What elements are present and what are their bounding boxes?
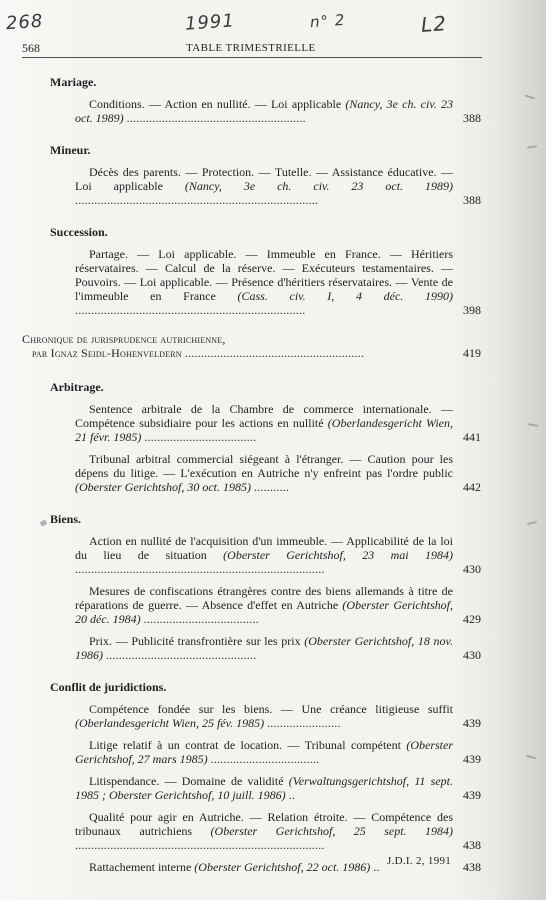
page-number: 568 [22, 41, 40, 55]
entry-description: Mesures de confiscations étrangères contre des biens allemands à titre de réparations de guerre. — Absence d'effet en Autriche [75, 584, 453, 612]
toc-entry [22, 402, 481, 444]
entry-text [75, 584, 453, 626]
toc-entry [22, 774, 481, 802]
chronique-page-number: 419 [463, 346, 481, 360]
dot-leader: ........................................................ [184, 346, 365, 360]
toc-entry [22, 584, 481, 626]
entry-description: Tribunal arbitral commercial siégeant à l'étranger. — Caution pour les dépens du litige. — L'exécution en Autriche n'y enfreint pas l'ordre public [75, 452, 453, 480]
entry-description: Action en nullité de l'acquisition d'un immeuble. — Applicabilité de la loi du lieu de situation [75, 534, 453, 562]
entry-description: Partage. — Loi applicable. — Immeuble en France. — Héritiers réservataires. — Calcul de la réserve. — Exécuteurs testamentaires. — Pouvoirs. — Loi applicable. — Présence d'héritiers réservataires. — Vente de l'immeuble en France [75, 247, 453, 303]
entry-text [75, 452, 453, 494]
entry-description: Conditions. — Action en nullité. — Loi applicable [89, 97, 346, 111]
section-heading: Biens. [50, 512, 82, 526]
dot-leader: ....................... [267, 716, 341, 730]
section-heading: Arbitrage. [50, 380, 104, 394]
entry-text [75, 738, 453, 766]
entry-description: Rattachement interne [89, 860, 195, 874]
scan-mark [527, 521, 537, 525]
toc-entry [22, 534, 481, 576]
dot-leader: ........... [253, 480, 290, 494]
entry-citation: (Oberster Gerichtshof, 22 oct. 1986) [194, 860, 371, 874]
entry-page-number: 388 [463, 111, 481, 125]
entry-description: Litige relatif à un contrat de location. — Tribunal compétent [89, 738, 407, 752]
entry-description: Compétence fondée sur les biens. — Une créance litigieuse suffit [89, 702, 453, 716]
section-arbitrage [22, 380, 481, 494]
chronique-heading [22, 332, 481, 360]
entry-citation: (Oberlandesgericht Wien, 21 févr. 1985) [75, 416, 453, 444]
entry-text [75, 702, 453, 730]
entry-citation: (Oberlandesgericht Wien, 25 fév. 1985) [75, 716, 265, 730]
scan-mark [528, 423, 538, 427]
section-succession [22, 225, 481, 317]
chronique-title: Chronique de jurisprudence autrichienne, [22, 332, 226, 346]
entry-citation: (Oberster Gerichtshof, 23 mai 1984) [223, 548, 453, 562]
dot-leader: .. [373, 860, 380, 874]
entry-citation: (Nancy, 3e ch. civ. 23 oct. 1989) [75, 97, 453, 125]
entry-text [75, 247, 453, 317]
entry-page-number: 438 [463, 860, 481, 874]
dot-leader: .............................................................................. [75, 838, 325, 852]
handwritten-issue-number: n° 2 [309, 10, 346, 32]
dot-leader: ........................................................ [126, 111, 306, 125]
entry-page-number: 438 [463, 838, 481, 852]
journal-footer: J.D.I. 2, 1991 [387, 855, 452, 867]
handwritten-note-left: 268 [5, 10, 45, 35]
entry-page-number: 388 [463, 193, 481, 207]
handwritten-year: 1991 [184, 10, 236, 35]
toc-entry [22, 810, 481, 852]
table-of-contents [22, 75, 481, 892]
section-conflit-de-juridictions [22, 680, 481, 874]
dot-leader: ............................................... [106, 648, 257, 662]
toc-entry [22, 165, 481, 207]
handwritten-code: L2 [420, 11, 448, 37]
page-edge-shadow [492, 0, 546, 900]
entry-citation: (Oberster Gerichtshof, 25 sept. 1984) [210, 824, 453, 838]
entry-page-number: 398 [463, 303, 481, 317]
entry-citation: (Oberster Gerichtshof, 18 nov. 1986) [75, 634, 453, 662]
entry-page-number: 430 [463, 562, 481, 576]
dot-leader: .................................. [210, 752, 320, 766]
scan-mark [526, 755, 536, 759]
toc-entry [22, 247, 481, 317]
section-heading: Mineur. [50, 143, 91, 157]
entry-description: Sentence arbitrale de la Chambre de commerce internationale. — Compétence subsidiaire pour les actions en nullité [75, 402, 453, 430]
dot-leader: ............................................................................ [75, 193, 319, 207]
header-rule [22, 57, 482, 58]
entry-citation: (Verwaltungsgerichtshof, 11 sept. 1985 ; Oberster Gerichtshof, 10 juill. 1986) [75, 774, 453, 802]
entry-description: Litispendance. — Domaine de validité [89, 774, 289, 788]
section-mineur [22, 143, 481, 207]
entry-text [75, 534, 453, 576]
toc-entry [22, 452, 481, 494]
chronique-author-line: par Ignaz Seidl-Hohenveldern [32, 346, 182, 360]
dot-leader: .. [288, 788, 296, 802]
section-heading: Succession. [50, 225, 108, 239]
dot-leader: ................................... [144, 430, 257, 444]
running-title: TABLE TRIMESTRIELLE [186, 42, 316, 54]
entry-text [75, 774, 453, 802]
entry-citation: (Oberster Gerichtshof, 30 oct. 1985) [75, 480, 251, 494]
entry-text [75, 97, 453, 125]
entry-citation: (Nancy, 3e ch. civ. 23 oct. 1989) [184, 179, 453, 193]
entry-text [75, 165, 453, 207]
entry-description: Prix. — Publicité transfrontière sur les prix [89, 634, 305, 648]
section-biens [22, 512, 481, 662]
entry-citation: (Oberster Gerichtshof, 20 déc. 1984) [75, 598, 453, 626]
scan-mark [525, 95, 535, 100]
entry-page-number: 439 [463, 752, 481, 766]
toc-entry [22, 738, 481, 766]
entry-page-number: 441 [463, 430, 481, 444]
section-heading: Conflit de juridictions. [50, 680, 167, 694]
entry-page-number: 429 [463, 612, 481, 626]
entry-page-number: 442 [463, 480, 481, 494]
dot-leader: .................................... [143, 612, 259, 626]
dot-leader: ........................................................................ [75, 303, 306, 317]
entry-citation: (Cass. civ. I, 4 déc. 1990) [237, 289, 453, 303]
entry-text [75, 402, 453, 444]
toc-entry [22, 634, 481, 662]
section-mariage [22, 75, 481, 125]
toc-entry [22, 97, 481, 125]
section-heading: Mariage. [50, 75, 97, 89]
entry-description: Qualité pour agir en Autriche. — Relation étroite. — Compétence des tribunaux autrichiens [75, 810, 453, 838]
entry-text [75, 810, 453, 852]
scan-mark [527, 145, 537, 148]
running-header [0, 41, 546, 61]
chronique-author [22, 346, 453, 360]
entry-citation: (Oberster Gerichtshof, 27 mars 1985) [75, 738, 453, 766]
entry-page-number: 439 [463, 788, 481, 802]
toc-entry [22, 702, 481, 730]
entry-page-number: 439 [463, 716, 481, 730]
dot-leader: .............................................................................. [75, 562, 325, 576]
entry-description: Décès des parents. — Protection. — Tutelle. — Assistance éducative. — Loi applicable [75, 165, 453, 193]
entry-text [75, 634, 453, 662]
entry-page-number: 430 [463, 648, 481, 662]
